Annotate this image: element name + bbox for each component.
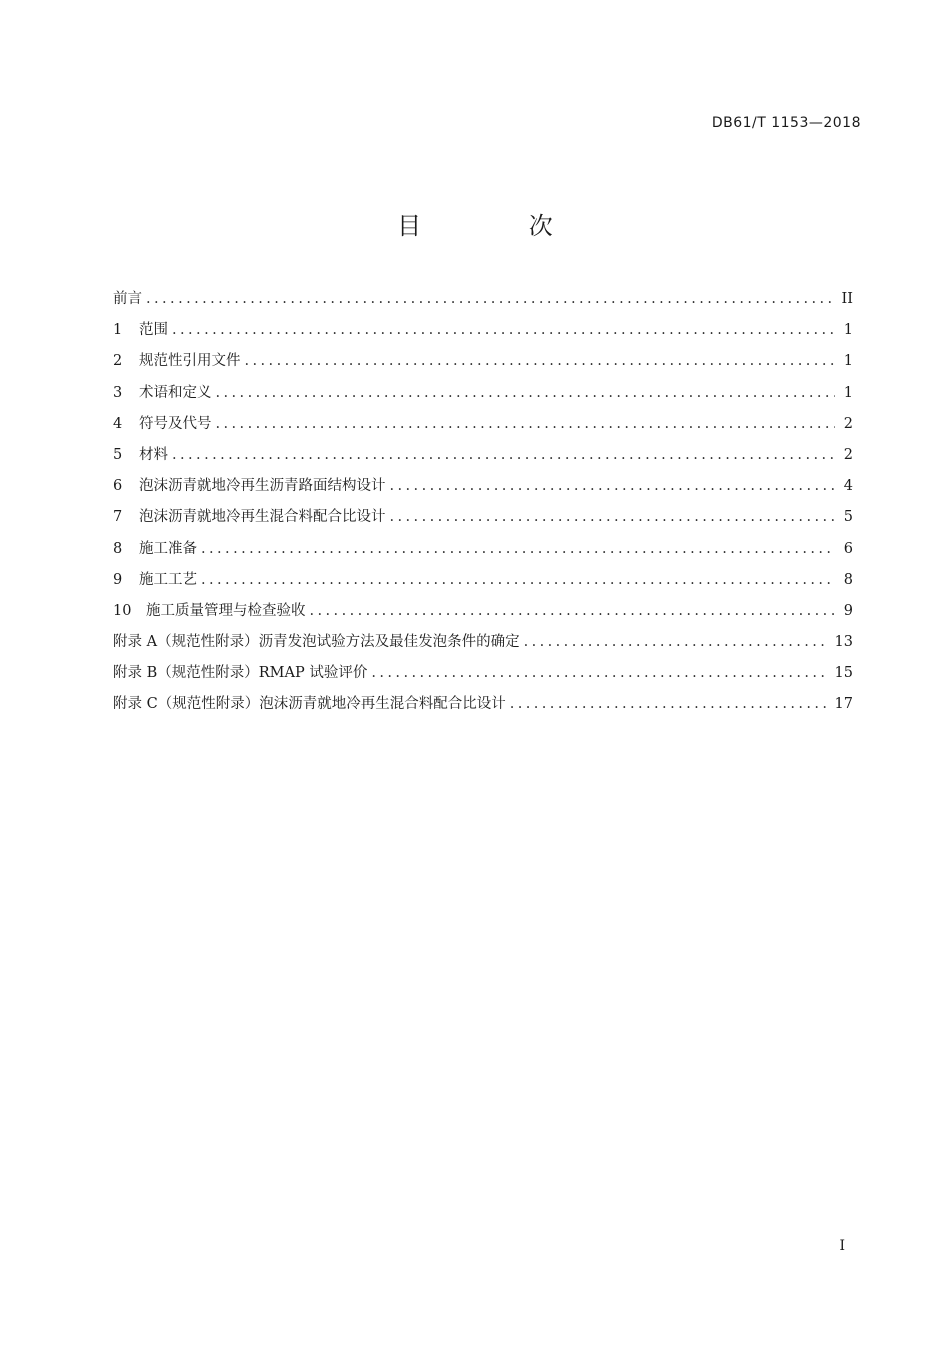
toc-entry-page: 1 xyxy=(843,384,853,401)
toc-entry-text: 施工准备 xyxy=(139,540,197,557)
toc-entry-7[interactable] xyxy=(113,505,853,536)
document-code: DB61/T 1153—2018 xyxy=(711,115,861,131)
toc-entry-page: 17 xyxy=(834,696,853,713)
toc-entry-number: 10 xyxy=(113,602,132,619)
toc-entry-page: 4 xyxy=(843,478,853,495)
toc-entry-text: 施工质量管理与检查验收 xyxy=(146,602,306,619)
toc-entry-text: 规范性引用文件 xyxy=(139,353,241,370)
toc-entry-number: 8 xyxy=(113,540,123,557)
toc-appendix-label: 附录 B（规范性附录） xyxy=(113,665,259,682)
toc-entry-10[interactable] xyxy=(113,599,853,630)
toc-entry-text: 泡沫沥青就地冷再生混合料配合比设计 xyxy=(259,696,506,713)
toc-leader-dots xyxy=(216,385,836,401)
toc-leader-dots xyxy=(510,696,829,712)
toc-appendix-a[interactable] xyxy=(113,630,853,661)
toc-leader-dots xyxy=(245,353,836,369)
toc-entry-number: 5 xyxy=(113,446,123,463)
toc-entry-page: 1 xyxy=(843,353,853,370)
toc-entry-text: 符号及代号 xyxy=(139,415,212,432)
toc-entry-text: 前言 xyxy=(113,291,142,307)
toc-entry-text: 范围 xyxy=(139,322,168,339)
table-of-contents xyxy=(113,287,853,724)
toc-entry-1[interactable] xyxy=(113,318,853,349)
toc-leader-dots xyxy=(310,603,836,619)
toc-leader-dots xyxy=(201,541,835,557)
toc-entry-text: 泡沫沥青就地冷再生混合料配合比设计 xyxy=(139,509,386,526)
toc-entry-number: 7 xyxy=(113,509,123,526)
toc-entry-page: 6 xyxy=(843,540,853,557)
toc-entry-5[interactable] xyxy=(113,443,853,474)
toc-entry-page: 5 xyxy=(843,509,853,526)
toc-entry-4[interactable] xyxy=(113,412,853,443)
toc-entry-text: 施工工艺 xyxy=(139,571,197,588)
toc-entry-9[interactable] xyxy=(113,568,853,599)
toc-entry-number: 2 xyxy=(113,353,123,370)
toc-entry-text: 术语和定义 xyxy=(139,384,212,401)
toc-entry-text: RMAP 试验评价 xyxy=(258,665,368,682)
toc-leader-dots xyxy=(201,572,835,588)
toc-entry-page: 15 xyxy=(834,665,853,682)
toc-entry-text: 沥青发泡试验方法及最佳发泡条件的确定 xyxy=(258,634,520,651)
toc-leader-dots xyxy=(390,478,836,494)
page-number: I xyxy=(839,1238,845,1254)
toc-entry-foreword[interactable] xyxy=(113,287,853,318)
toc-appendix-c[interactable] xyxy=(113,692,853,723)
toc-entry-text: 材料 xyxy=(139,446,168,463)
toc-leader-dots xyxy=(524,634,829,650)
toc-entry-page: 2 xyxy=(843,446,853,463)
toc-entry-page: 9 xyxy=(843,602,853,619)
toc-entry-number: 6 xyxy=(113,478,123,495)
toc-leader-dots xyxy=(216,416,836,432)
toc-leader-dots xyxy=(146,291,835,307)
toc-entry-page: II xyxy=(841,291,853,307)
toc-entry-8[interactable] xyxy=(113,537,853,568)
toc-entry-page: 8 xyxy=(843,571,853,588)
toc-entry-6[interactable] xyxy=(113,474,853,505)
toc-appendix-label: 附录 C（规范性附录） xyxy=(113,696,260,713)
toc-title: 目 次 xyxy=(397,212,603,240)
toc-entry-text: 泡沫沥青就地冷再生沥青路面结构设计 xyxy=(139,478,386,495)
toc-entry-page: 1 xyxy=(843,322,853,339)
toc-entry-number: 9 xyxy=(113,571,123,588)
toc-entry-page: 13 xyxy=(834,634,853,651)
toc-entry-2[interactable] xyxy=(113,349,853,380)
toc-leader-dots xyxy=(172,322,835,338)
toc-appendix-b[interactable] xyxy=(113,661,853,692)
toc-appendix-label: 附录 A（规范性附录） xyxy=(113,634,259,651)
toc-leader-dots xyxy=(371,665,828,681)
toc-entry-number: 3 xyxy=(113,384,123,401)
toc-entry-page: 2 xyxy=(843,415,853,432)
toc-leader-dots xyxy=(390,509,836,525)
toc-entry-3[interactable] xyxy=(113,381,853,412)
toc-entry-number: 4 xyxy=(113,415,123,432)
toc-entry-number: 1 xyxy=(113,322,123,339)
toc-leader-dots xyxy=(172,447,835,463)
